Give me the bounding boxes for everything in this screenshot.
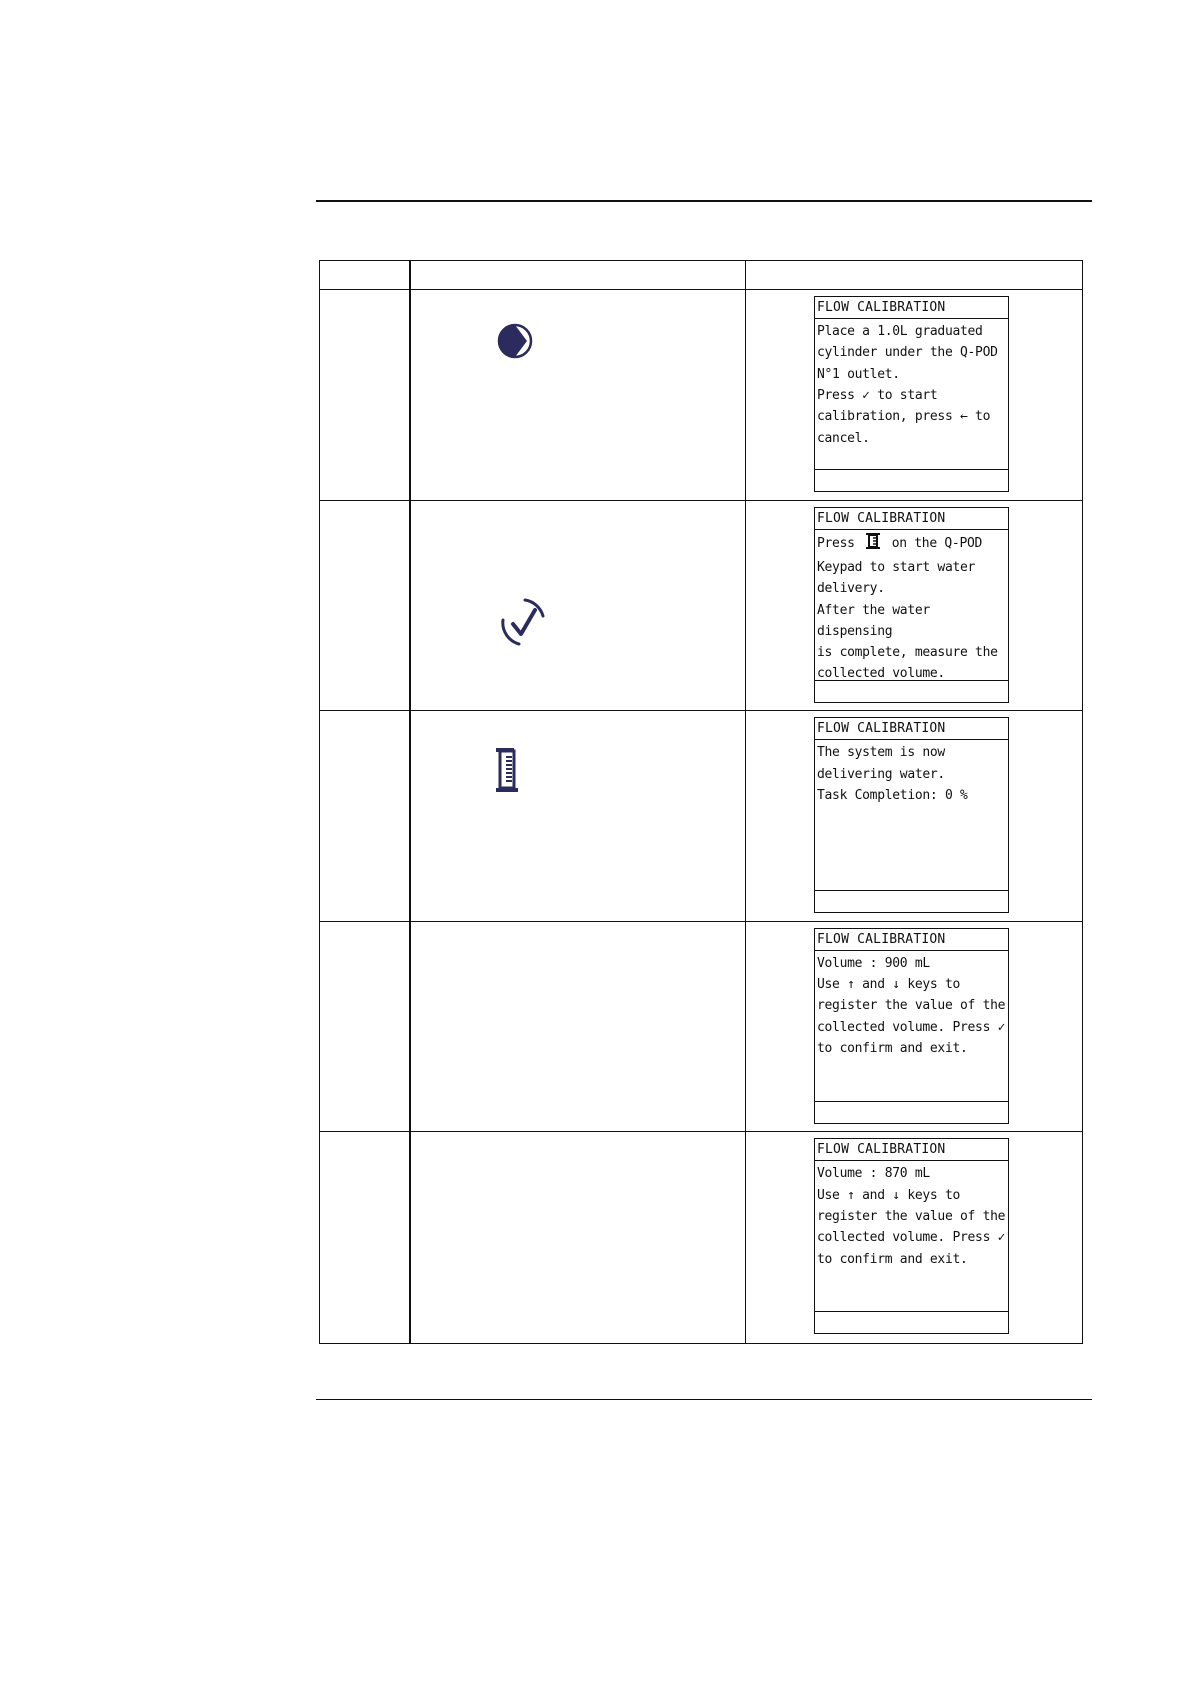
lcd-footer-bar xyxy=(815,680,1008,702)
header-display xyxy=(746,261,1083,290)
lcd-message xyxy=(815,530,1008,685)
graduated-cylinder-icon xyxy=(864,532,882,557)
table-row xyxy=(320,1132,1083,1344)
table-row xyxy=(320,290,1083,501)
lcd-message: Volume : 900 mL Use ↑ and ↓ keys to register the value of the collected volume. Press ✓ to confirm and exit. xyxy=(817,955,1006,1056)
lcd-title: FLOW CALIBRATION xyxy=(815,297,1008,319)
lcd-screen xyxy=(814,928,1009,1124)
action-cell xyxy=(410,711,746,922)
display-cell xyxy=(746,290,1083,501)
lcd-message-part: on the Q-POD Keypad to start water delivery. After the water dispensing is complete, measure the collected volume. xyxy=(817,535,998,682)
table-header-row xyxy=(320,261,1083,290)
lcd-screen xyxy=(814,1138,1009,1334)
action-cell xyxy=(410,500,746,711)
lcd-title: FLOW CALIBRATION xyxy=(815,718,1008,740)
lcd-message-part: Press xyxy=(817,535,863,551)
step-cell xyxy=(320,711,411,922)
lcd-message: Volume : 870 mL Use ↑ and ↓ keys to register the value of the collected volume. Press ✓ to confirm and exit. xyxy=(817,1166,1006,1267)
lcd-title: FLOW CALIBRATION xyxy=(815,508,1008,530)
display-cell xyxy=(746,921,1083,1132)
table-row xyxy=(320,500,1083,711)
checkmark-circle-icon xyxy=(495,594,551,652)
action-cell xyxy=(410,921,746,1132)
header-rule xyxy=(316,200,1092,202)
display-cell xyxy=(746,500,1083,711)
table-row xyxy=(320,921,1083,1132)
header-action xyxy=(410,261,746,290)
lcd-footer-bar xyxy=(815,890,1008,912)
action-cell xyxy=(410,290,746,501)
graduated-cylinder-icon xyxy=(494,747,520,793)
lcd-title: FLOW CALIBRATION xyxy=(815,1139,1008,1161)
step-cell xyxy=(320,921,411,1132)
lcd-screen xyxy=(814,717,1009,913)
display-cell xyxy=(746,1132,1083,1344)
footer-rule xyxy=(316,1399,1092,1400)
action-cell xyxy=(410,1132,746,1344)
lcd-footer-bar xyxy=(815,1101,1008,1123)
lcd-message: Place a 1.0L graduated cylinder under the Q-POD N°1 outlet. Press ✓ to start calibration, press ← to cancel. xyxy=(817,324,998,446)
table-row xyxy=(320,711,1083,922)
display-cell xyxy=(746,711,1083,922)
play-circle-icon xyxy=(496,322,534,360)
step-cell xyxy=(320,290,411,501)
step-cell xyxy=(320,1132,411,1344)
lcd-message: The system is now delivering water. Task Completion: 0 % xyxy=(817,745,968,803)
procedure-table xyxy=(319,260,1083,1344)
lcd-title: FLOW CALIBRATION xyxy=(815,929,1008,951)
lcd-footer-bar xyxy=(815,469,1008,491)
lcd-screen xyxy=(814,507,1009,703)
header-step xyxy=(320,261,411,290)
lcd-screen xyxy=(814,296,1009,492)
step-cell xyxy=(320,500,411,711)
lcd-footer-bar xyxy=(815,1311,1008,1333)
